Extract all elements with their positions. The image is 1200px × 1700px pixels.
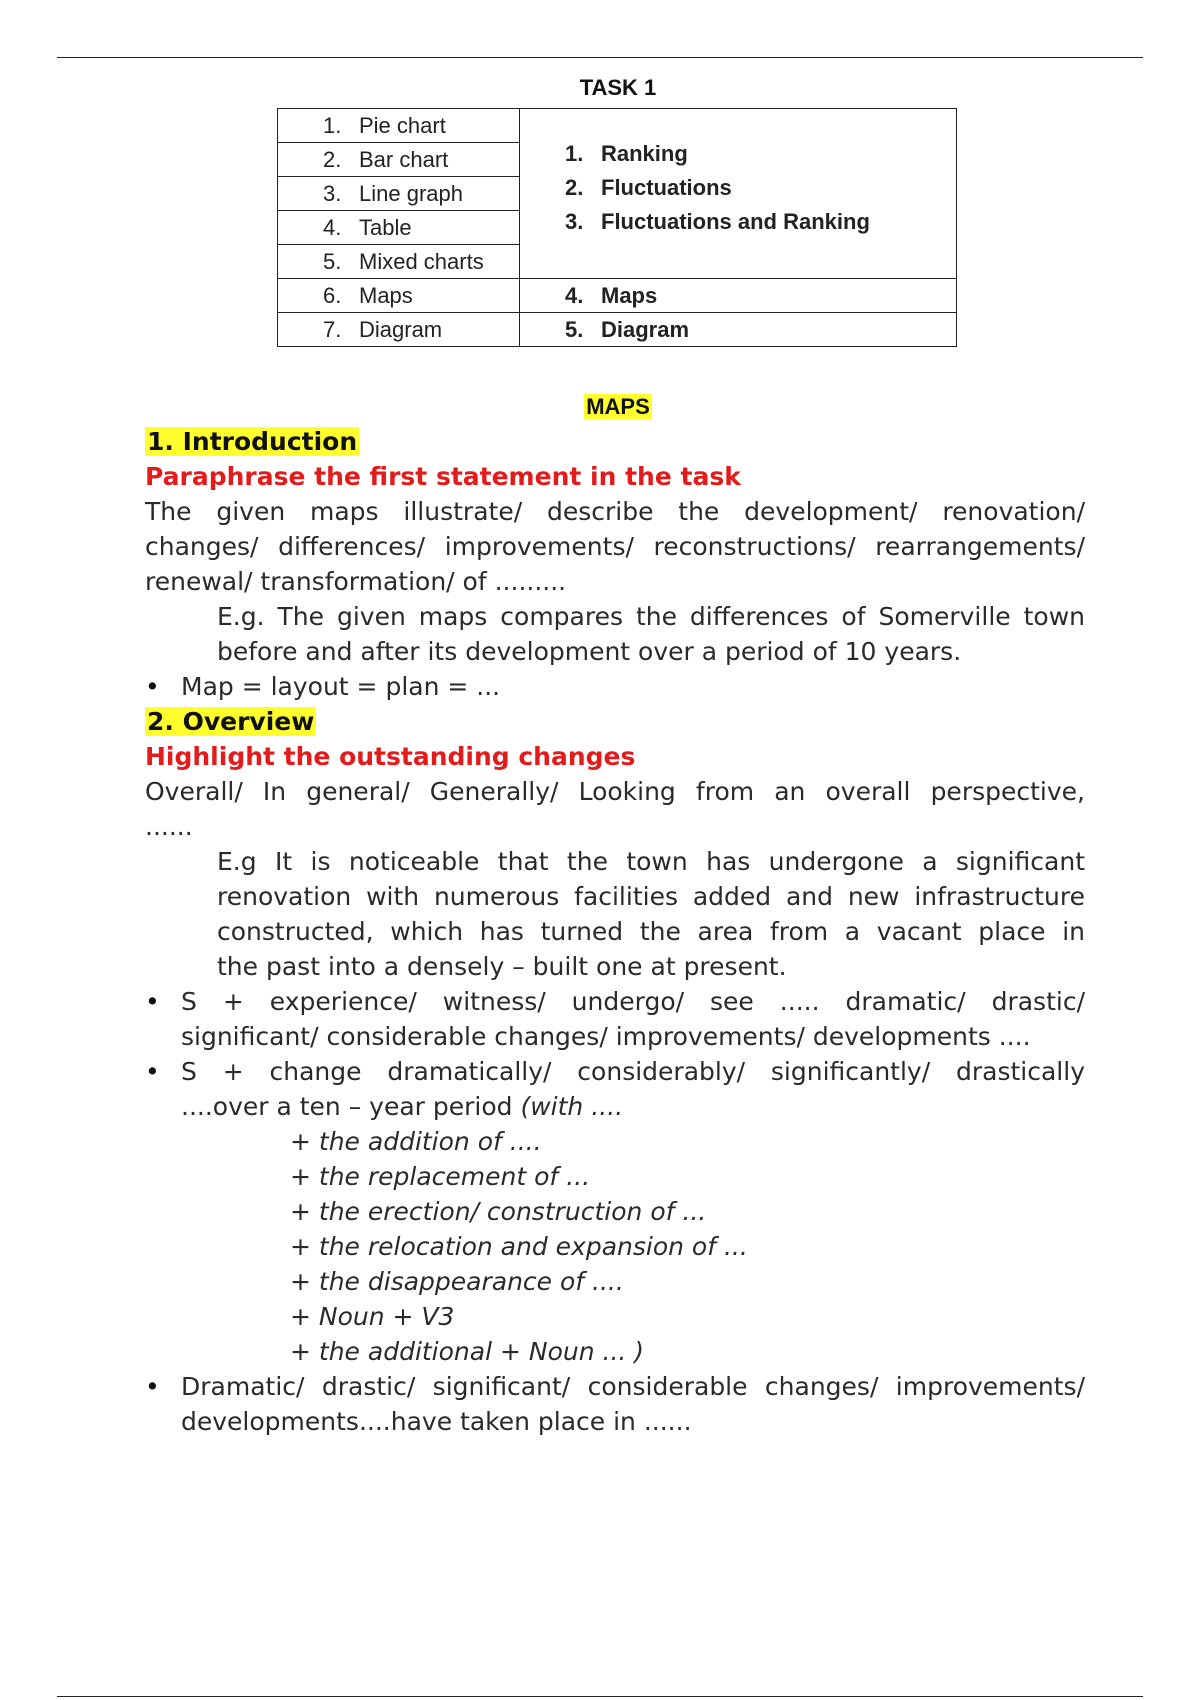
table-cell-right-group [520, 109, 957, 279]
sub-item: + the disappearance of .... [290, 1267, 624, 1296]
sub-item: + the relocation and expansion of ... [290, 1232, 748, 1261]
intro-line: The given maps illustrate/ describe the development/ renovation/ [145, 497, 1085, 526]
sub-item: + the addition of .... [290, 1127, 542, 1156]
right-item: 2. Fluctuations [565, 175, 732, 200]
sub-item: + the replacement of ... [290, 1162, 591, 1191]
overview-bullet-2-cont: ....over a ten – year period (with .... [181, 1092, 624, 1121]
overview-line: Overall/ In general/ Generally/ Looking from an overall perspective, [145, 777, 1085, 806]
table-cell-left: 1. Pie chart [278, 109, 520, 143]
bullet-icon: • [145, 987, 160, 1016]
intro-example-line: before and after its development over a period of 10 years. [217, 637, 962, 666]
sub-item: + the erection/ construction of ... [290, 1197, 707, 1226]
overview-line: ...... [145, 812, 193, 841]
intro-bullet: • Map = layout = plan = ... [145, 669, 1085, 704]
overview-example-line: the past into a densely – built one at present. [217, 952, 787, 981]
task-types-table [277, 108, 957, 347]
bullet-icon: • [145, 1057, 160, 1086]
top-rule [57, 57, 1143, 58]
table-cell-left: 4. Table [278, 211, 520, 245]
overview-bullet-3: • Dramatic/ drastic/ significant/ considerable changes/ improvements/ [145, 1369, 1085, 1404]
table-cell-left: 3. Line graph [278, 177, 520, 211]
intro-line: renewal/ transformation/ of ......... [145, 567, 567, 596]
bullet-icon: • [145, 1372, 160, 1401]
intro-example-line: E.g. The given maps compares the differences of Somerville town [217, 602, 1085, 631]
overview-example-line: E.g It is noticeable that the town has undergone a significant [217, 847, 1085, 876]
table-cell-left: 7. Diagram [278, 313, 520, 347]
overview-heading: 2. Overview [147, 707, 315, 736]
table-cell-right: 5. Diagram [520, 313, 957, 347]
sub-item: + the additional + Noun ... ) [290, 1337, 645, 1366]
document-body [145, 424, 1085, 1439]
task-title: TASK 1 [579, 75, 657, 100]
bottom-rule [57, 1696, 1143, 1697]
overview-example-line: constructed, which has turned the area from a vacant place in [217, 917, 1085, 946]
overview-bullet-2: • S + change dramatically/ considerably/ significantly/ drastically [145, 1054, 1085, 1089]
intro-heading: 1. Introduction [147, 427, 358, 456]
overview-subheading: Highlight the outstanding changes [145, 742, 636, 771]
overview-bullet-1: • S + experience/ witness/ undergo/ see ..... dramatic/ drastic/ [145, 984, 1085, 1019]
overview-example-line: renovation with numerous facilities added and new infrastructure [217, 882, 1085, 911]
bullet-icon: • [145, 672, 160, 701]
right-item: 3. Fluctuations and Ranking [565, 209, 870, 234]
maps-title: MAPS [586, 394, 650, 419]
table-cell-left: 6. Maps [278, 279, 520, 313]
intro-line: changes/ differences/ improvements/ reconstructions/ rearrangements/ [145, 532, 1085, 561]
table-cell-right: 4. Maps [520, 279, 957, 313]
table-cell-left: 5. Mixed charts [278, 245, 520, 279]
intro-subheading: Paraphrase the first statement in the task [145, 462, 741, 491]
sub-item: + Noun + V3 [290, 1302, 455, 1331]
overview-bullet-3-cont: developments....have taken place in ...... [181, 1407, 692, 1436]
right-item: 1. Ranking [565, 141, 688, 166]
overview-bullet-1-cont: significant/ considerable changes/ improvements/ developments .... [181, 1022, 1031, 1051]
table-cell-left: 2. Bar chart [278, 143, 520, 177]
